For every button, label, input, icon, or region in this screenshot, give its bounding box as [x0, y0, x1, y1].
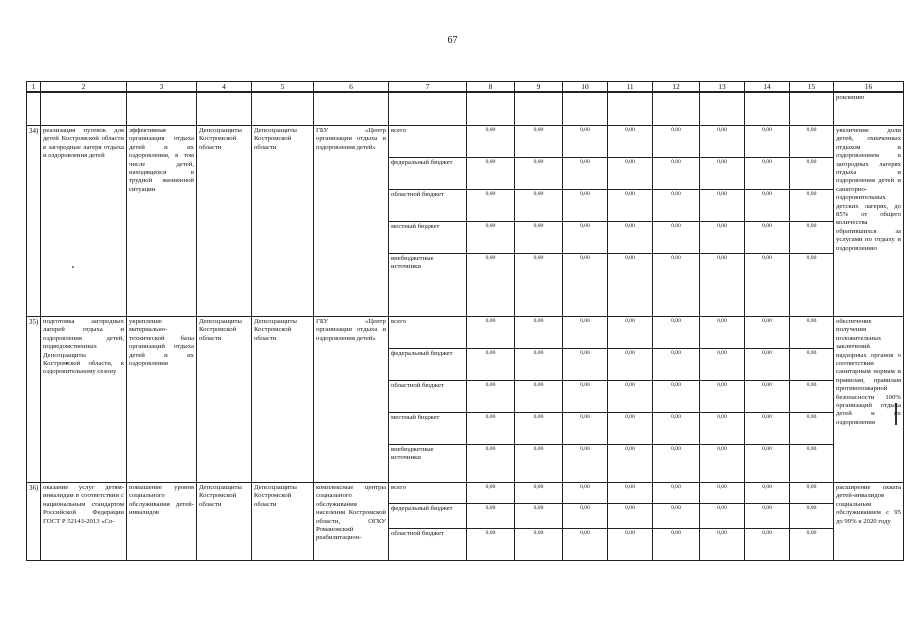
funding-value: 0,00 — [515, 483, 563, 504]
funding-value: 0,00 — [653, 483, 700, 504]
co-executor: Депсоцзащиты Костромской области — [252, 126, 314, 317]
funding-value: 0,00 — [790, 483, 834, 504]
funding-value: 0,00 — [608, 445, 653, 483]
funding-value: 0,00 — [608, 222, 653, 254]
funding-value: 0,00 — [608, 483, 653, 504]
expected-result: обеспечение получения положительных заключений надзорных органов о соответствии санитарным нормам и правилам, правилам противопожарной безопасности 100% организаций отдыха детей и их оздоровления — [834, 317, 904, 483]
funding-source-label: федеральный бюджет — [389, 504, 467, 529]
column-header: 8 — [467, 82, 515, 93]
funding-value: 0,00 — [515, 254, 563, 317]
funding-source-label: областной бюджет — [389, 529, 467, 561]
column-header: 13 — [700, 82, 745, 93]
funding-value: 0,00 — [515, 349, 563, 381]
executor-organization: ГБУ «Центр организации отдыха и оздоровления детей» — [314, 317, 389, 483]
column-header: 16 — [834, 82, 904, 93]
funding-value: 0,00 — [745, 381, 790, 413]
funding-value: 0,00 — [790, 158, 834, 190]
funding-value: 0,00 — [563, 445, 608, 483]
funding-value: 0,00 — [608, 317, 653, 349]
funding-value: 0,00 — [745, 254, 790, 317]
responsible-executor: Депсоцзащиты Костромской области — [197, 483, 252, 561]
funding-value: 0,00 — [563, 483, 608, 504]
responsible-executor: Депсоцзащиты Костромской области — [197, 126, 252, 317]
funding-source-label: внебюджетные источники — [389, 254, 467, 317]
funding-value: 0,00 — [563, 529, 608, 561]
funding-value: 0,00 — [515, 222, 563, 254]
funding-value: 0,00 — [790, 445, 834, 483]
funding-value: 0,00 — [515, 190, 563, 222]
funding-value: 0,00 — [790, 349, 834, 381]
measure-goal: укрепление материально-технической базы организаций отдыха детей и их оздоровления — [127, 317, 197, 483]
column-header: 7 — [389, 82, 467, 93]
funding-value: 0,00 — [700, 222, 745, 254]
funding-source-label: внебюджетные источники — [389, 445, 467, 483]
funding-source-label: местный бюджет — [389, 222, 467, 254]
funding-value: 0,00 — [700, 158, 745, 190]
funding-source-label: всего — [389, 483, 467, 504]
funding-value: 0,00 — [563, 254, 608, 317]
funding-value: 0,00 — [608, 504, 653, 529]
funding-value: 0,00 — [745, 483, 790, 504]
funding-value: 0,00 — [563, 222, 608, 254]
funding-value: 0,00 — [467, 504, 515, 529]
funding-source-label: всего — [389, 126, 467, 158]
funding-value: 0,00 — [790, 317, 834, 349]
column-number-row — [27, 82, 904, 93]
funding-value: 0,00 — [745, 349, 790, 381]
column-header: 5 — [252, 82, 314, 93]
measure-name: оказание услуг детям-инвалидам в соответствии с национальным стандартом Российской Федерации ГОСТ Р 52143-2013 «Со- — [41, 483, 127, 561]
funding-value: 0,00 — [467, 483, 515, 504]
funding-value: 0,00 — [745, 413, 790, 445]
funding-value: 0,00 — [700, 254, 745, 317]
funding-value: 0,00 — [608, 413, 653, 445]
funding-value: 0,00 — [745, 158, 790, 190]
funding-value: 0,00 — [467, 349, 515, 381]
funding-value: 0,00 — [515, 381, 563, 413]
funding-value: 0,00 — [700, 529, 745, 561]
funding-value: 0,00 — [608, 381, 653, 413]
continuation-row — [27, 92, 904, 126]
funding-value: 0,00 — [467, 445, 515, 483]
funding-value: 0,00 — [745, 504, 790, 529]
funding-value: 0,00 — [653, 349, 700, 381]
table-row — [27, 317, 904, 349]
column-header: 6 — [314, 82, 389, 93]
funding-value: 0,00 — [608, 349, 653, 381]
funding-value: 0,00 — [467, 317, 515, 349]
funding-value: 0,00 — [790, 413, 834, 445]
continuation-text: ровлению — [834, 92, 904, 126]
funding-source-label: всего — [389, 317, 467, 349]
expected-result: расширение охвата детей-инвалидов социальным обслуживанием с 95 до 99% к 2020 году — [834, 483, 904, 561]
funding-value: 0,00 — [700, 190, 745, 222]
funding-value: 0,00 — [515, 126, 563, 158]
funding-value: 0,00 — [653, 222, 700, 254]
funding-value: 0,00 — [790, 529, 834, 561]
executor-organization: комплексные центры социального обслуживания населения Костромской области, ОГКУ Романовский реабилитацион- — [314, 483, 389, 561]
funding-value: 0,00 — [563, 349, 608, 381]
funding-value: 0,00 — [745, 190, 790, 222]
funding-source-label: федеральный бюджет — [389, 158, 467, 190]
funding-value: 0,00 — [790, 254, 834, 317]
executor-organization: ГБУ «Центр организации отдыха и оздоровления детей» — [314, 126, 389, 317]
column-header: 12 — [653, 82, 700, 93]
column-header: 4 — [197, 82, 252, 93]
funding-source-label: областной бюджет — [389, 190, 467, 222]
funding-value: 0,00 — [700, 126, 745, 158]
funding-value: 0,00 — [653, 529, 700, 561]
funding-value: 0,00 — [700, 445, 745, 483]
column-header: 14 — [745, 82, 790, 93]
column-header: 3 — [127, 82, 197, 93]
expected-result: увеличение доли детей, охваченных отдыхом и оздоровлением в загородных лагерях отдыха и оздоровления детей и санаторно-оздоровительных детских лагерях, до 85% от общего количества обратившихся за услугами по отдыху и оздоровлению — [834, 126, 904, 317]
funding-value: 0,00 — [700, 381, 745, 413]
table-row — [27, 126, 904, 158]
funding-value: 0,00 — [700, 483, 745, 504]
measure-goal: эффективная организация отдыха детей и их оздоровления, в том числе детей, находящихся в трудной жизненной ситуации — [127, 126, 197, 317]
funding-value: 0,00 — [515, 317, 563, 349]
funding-value: 0,00 — [653, 504, 700, 529]
funding-value: 0,00 — [745, 445, 790, 483]
funding-value: 0,00 — [467, 190, 515, 222]
funding-value: 0,00 — [700, 504, 745, 529]
funding-value: 0,00 — [653, 126, 700, 158]
column-header: 2 — [41, 82, 127, 93]
funding-value: 0,00 — [563, 190, 608, 222]
funding-value: 0,00 — [790, 190, 834, 222]
funding-value: 0,00 — [515, 413, 563, 445]
funding-value: 0,00 — [790, 126, 834, 158]
funding-value: 0,00 — [563, 413, 608, 445]
column-header: 15 — [790, 82, 834, 93]
funding-value: 0,00 — [467, 158, 515, 190]
funding-source-label: областной бюджет — [389, 381, 467, 413]
funding-value: 0,00 — [653, 381, 700, 413]
funding-value: 0,00 — [467, 413, 515, 445]
funding-value: 0,00 — [563, 158, 608, 190]
page-number: 67 — [447, 35, 458, 46]
funding-value: 0,00 — [790, 222, 834, 254]
funding-value: 0,00 — [653, 445, 700, 483]
funding-value: 0,00 — [608, 190, 653, 222]
funding-value: 0,00 — [515, 158, 563, 190]
column-header: 9 — [515, 82, 563, 93]
funding-value: 0,00 — [467, 254, 515, 317]
measure-name: реализация путевок для детей Костромской области в загородные лагеря отдыха и оздоровления детей — [41, 126, 127, 317]
co-executor: Депсоцзащиты Костромской области — [252, 483, 314, 561]
funding-value: 0,00 — [653, 413, 700, 445]
funding-value: 0,00 — [790, 381, 834, 413]
responsible-executor: Депсоцзащиты Костромской области — [197, 317, 252, 483]
funding-value: 0,00 — [653, 158, 700, 190]
measure-number: 36) — [27, 483, 41, 561]
funding-value: 0,00 — [563, 504, 608, 529]
funding-value: 0,00 — [515, 445, 563, 483]
funding-value: 0,00 — [563, 126, 608, 158]
funding-value: 0,00 — [608, 529, 653, 561]
funding-value: 0,00 — [515, 504, 563, 529]
funding-value: 0,00 — [700, 413, 745, 445]
program-table — [26, 81, 904, 561]
table-row — [27, 483, 904, 504]
funding-value: 0,00 — [790, 504, 834, 529]
funding-value: 0,00 — [608, 158, 653, 190]
column-header: 10 — [563, 82, 608, 93]
funding-value: 0,00 — [467, 381, 515, 413]
column-header: 1 — [27, 82, 41, 93]
funding-value: 0,00 — [467, 529, 515, 561]
column-header: 11 — [608, 82, 653, 93]
measure-goal: повышение уровня социального обслуживания детей-инвалидов — [127, 483, 197, 561]
funding-value: 0,00 — [745, 317, 790, 349]
funding-value: 0,00 — [608, 254, 653, 317]
funding-value: 0,00 — [563, 381, 608, 413]
funding-value: 0,00 — [608, 126, 653, 158]
measure-number: 34) — [27, 126, 41, 317]
funding-value: 0,00 — [563, 317, 608, 349]
funding-value: 0,00 — [745, 529, 790, 561]
measure-name: подготовка загородных лагерей отдыха и оздоровления детей, подведомственных Депсоцзащиты Костромской области, к оздоровительному сезону — [41, 317, 127, 483]
funding-source-label: федеральный бюджет — [389, 349, 467, 381]
funding-source-label: местный бюджет — [389, 413, 467, 445]
funding-value: 0,00 — [700, 317, 745, 349]
measure-number: 35) — [27, 317, 41, 483]
funding-value: 0,00 — [467, 126, 515, 158]
funding-value: 0,00 — [467, 222, 515, 254]
funding-value: 0,00 — [745, 222, 790, 254]
co-executor: Депсоцзащиты Костромской области — [252, 317, 314, 483]
funding-value: 0,00 — [653, 254, 700, 317]
funding-value: 0,00 — [515, 529, 563, 561]
funding-value: 0,00 — [653, 190, 700, 222]
funding-value: 0,00 — [653, 317, 700, 349]
funding-value: 0,00 — [700, 349, 745, 381]
funding-value: 0,00 — [745, 126, 790, 158]
